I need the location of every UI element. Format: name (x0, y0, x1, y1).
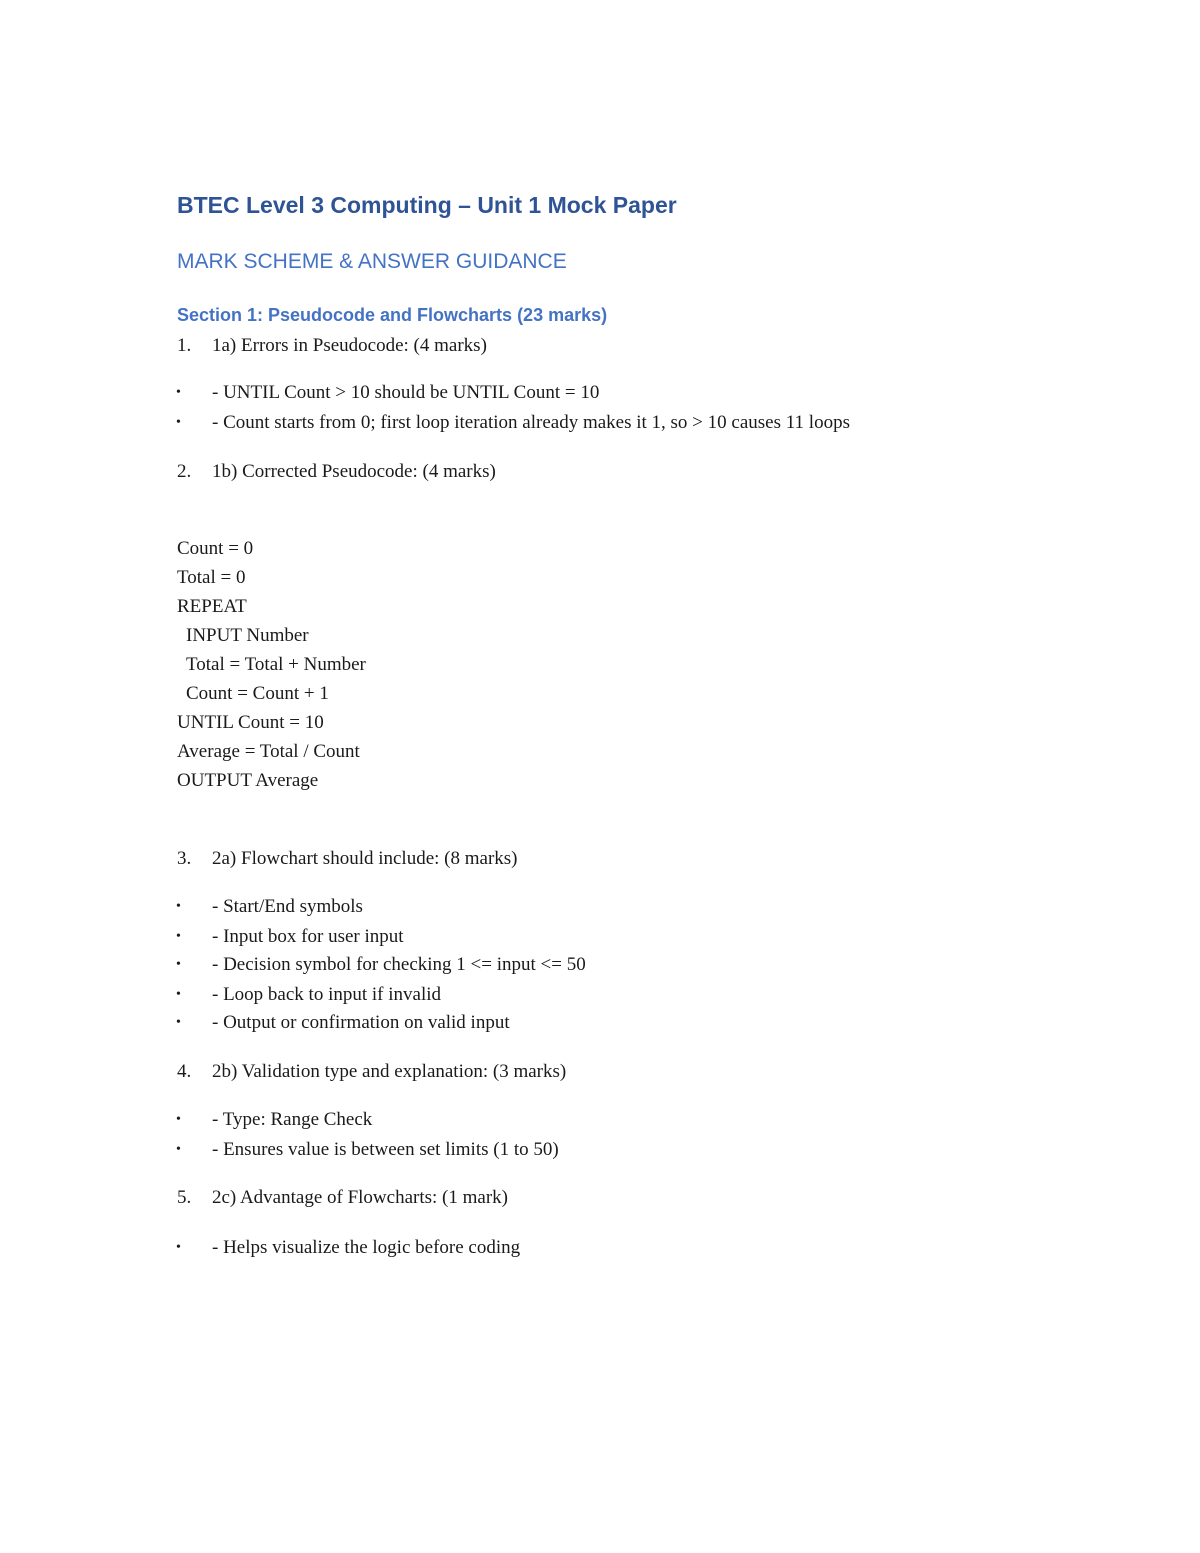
code-line: Total = 0 (177, 567, 246, 588)
list-item: 2a) Flowchart should include: (8 marks) (212, 848, 518, 869)
list-number: 3. (177, 848, 192, 869)
code-line: REPEAT (177, 596, 247, 617)
bullet-glyph: • (176, 1112, 181, 1127)
bullet-item: - Type: Range Check (212, 1109, 373, 1130)
bullet-glyph: • (176, 1240, 181, 1255)
code-line: INPUT Number (186, 625, 309, 646)
list-number: 5. (177, 1187, 192, 1208)
list-number: 1. (177, 335, 192, 356)
list-item: 2b) Validation type and explanation: (3 marks) (212, 1061, 567, 1082)
list-item: 1b) Corrected Pseudocode: (4 marks) (212, 461, 496, 482)
bullet-item: - Helps visualize the logic before coding (212, 1237, 521, 1258)
code-line: Total = Total + Number (186, 654, 366, 675)
list-item: 2c) Advantage of Flowcharts: (1 mark) (212, 1187, 508, 1208)
code-line: OUTPUT Average (177, 770, 319, 791)
code-line: UNTIL Count = 10 (177, 712, 324, 733)
bullet-item: - Ensures value is between set limits (1 to 50) (212, 1139, 559, 1160)
bullet-item: - Decision symbol for checking 1 <= input <= 50 (212, 954, 586, 975)
code-line: Average = Total / Count (177, 741, 360, 762)
bullet-item: - Count starts from 0; first loop iteration already makes it 1, so > 10 causes 11 loops (212, 412, 850, 433)
bullet-item: - Loop back to input if invalid (212, 984, 442, 1005)
bullet-glyph: • (176, 1015, 181, 1030)
bullet-item: - UNTIL Count > 10 should be UNTIL Count = 10 (212, 382, 600, 403)
bullet-glyph: • (176, 1142, 181, 1157)
bullet-item: - Start/End symbols (212, 896, 363, 917)
code-line: Count = Count + 1 (186, 683, 329, 704)
bullet-glyph: • (176, 987, 181, 1002)
document-title: BTEC Level 3 Computing – Unit 1 Mock Paper (177, 192, 677, 218)
bullet-item: - Input box for user input (212, 926, 404, 947)
bullet-glyph: • (176, 929, 181, 944)
bullet-glyph: • (176, 415, 181, 430)
bullet-glyph: • (176, 957, 181, 972)
list-number: 2. (177, 461, 192, 482)
list-item: 1a) Errors in Pseudocode: (4 marks) (212, 335, 487, 356)
bullet-glyph: • (176, 385, 181, 400)
section-heading: Section 1: Pseudocode and Flowcharts (23 marks) (177, 305, 608, 325)
document-subtitle: MARK SCHEME & ANSWER GUIDANCE (177, 250, 567, 273)
bullet-item: - Output or confirmation on valid input (212, 1012, 510, 1033)
list-number: 4. (177, 1061, 192, 1082)
bullet-glyph: • (176, 899, 181, 914)
code-line: Count = 0 (177, 538, 254, 559)
